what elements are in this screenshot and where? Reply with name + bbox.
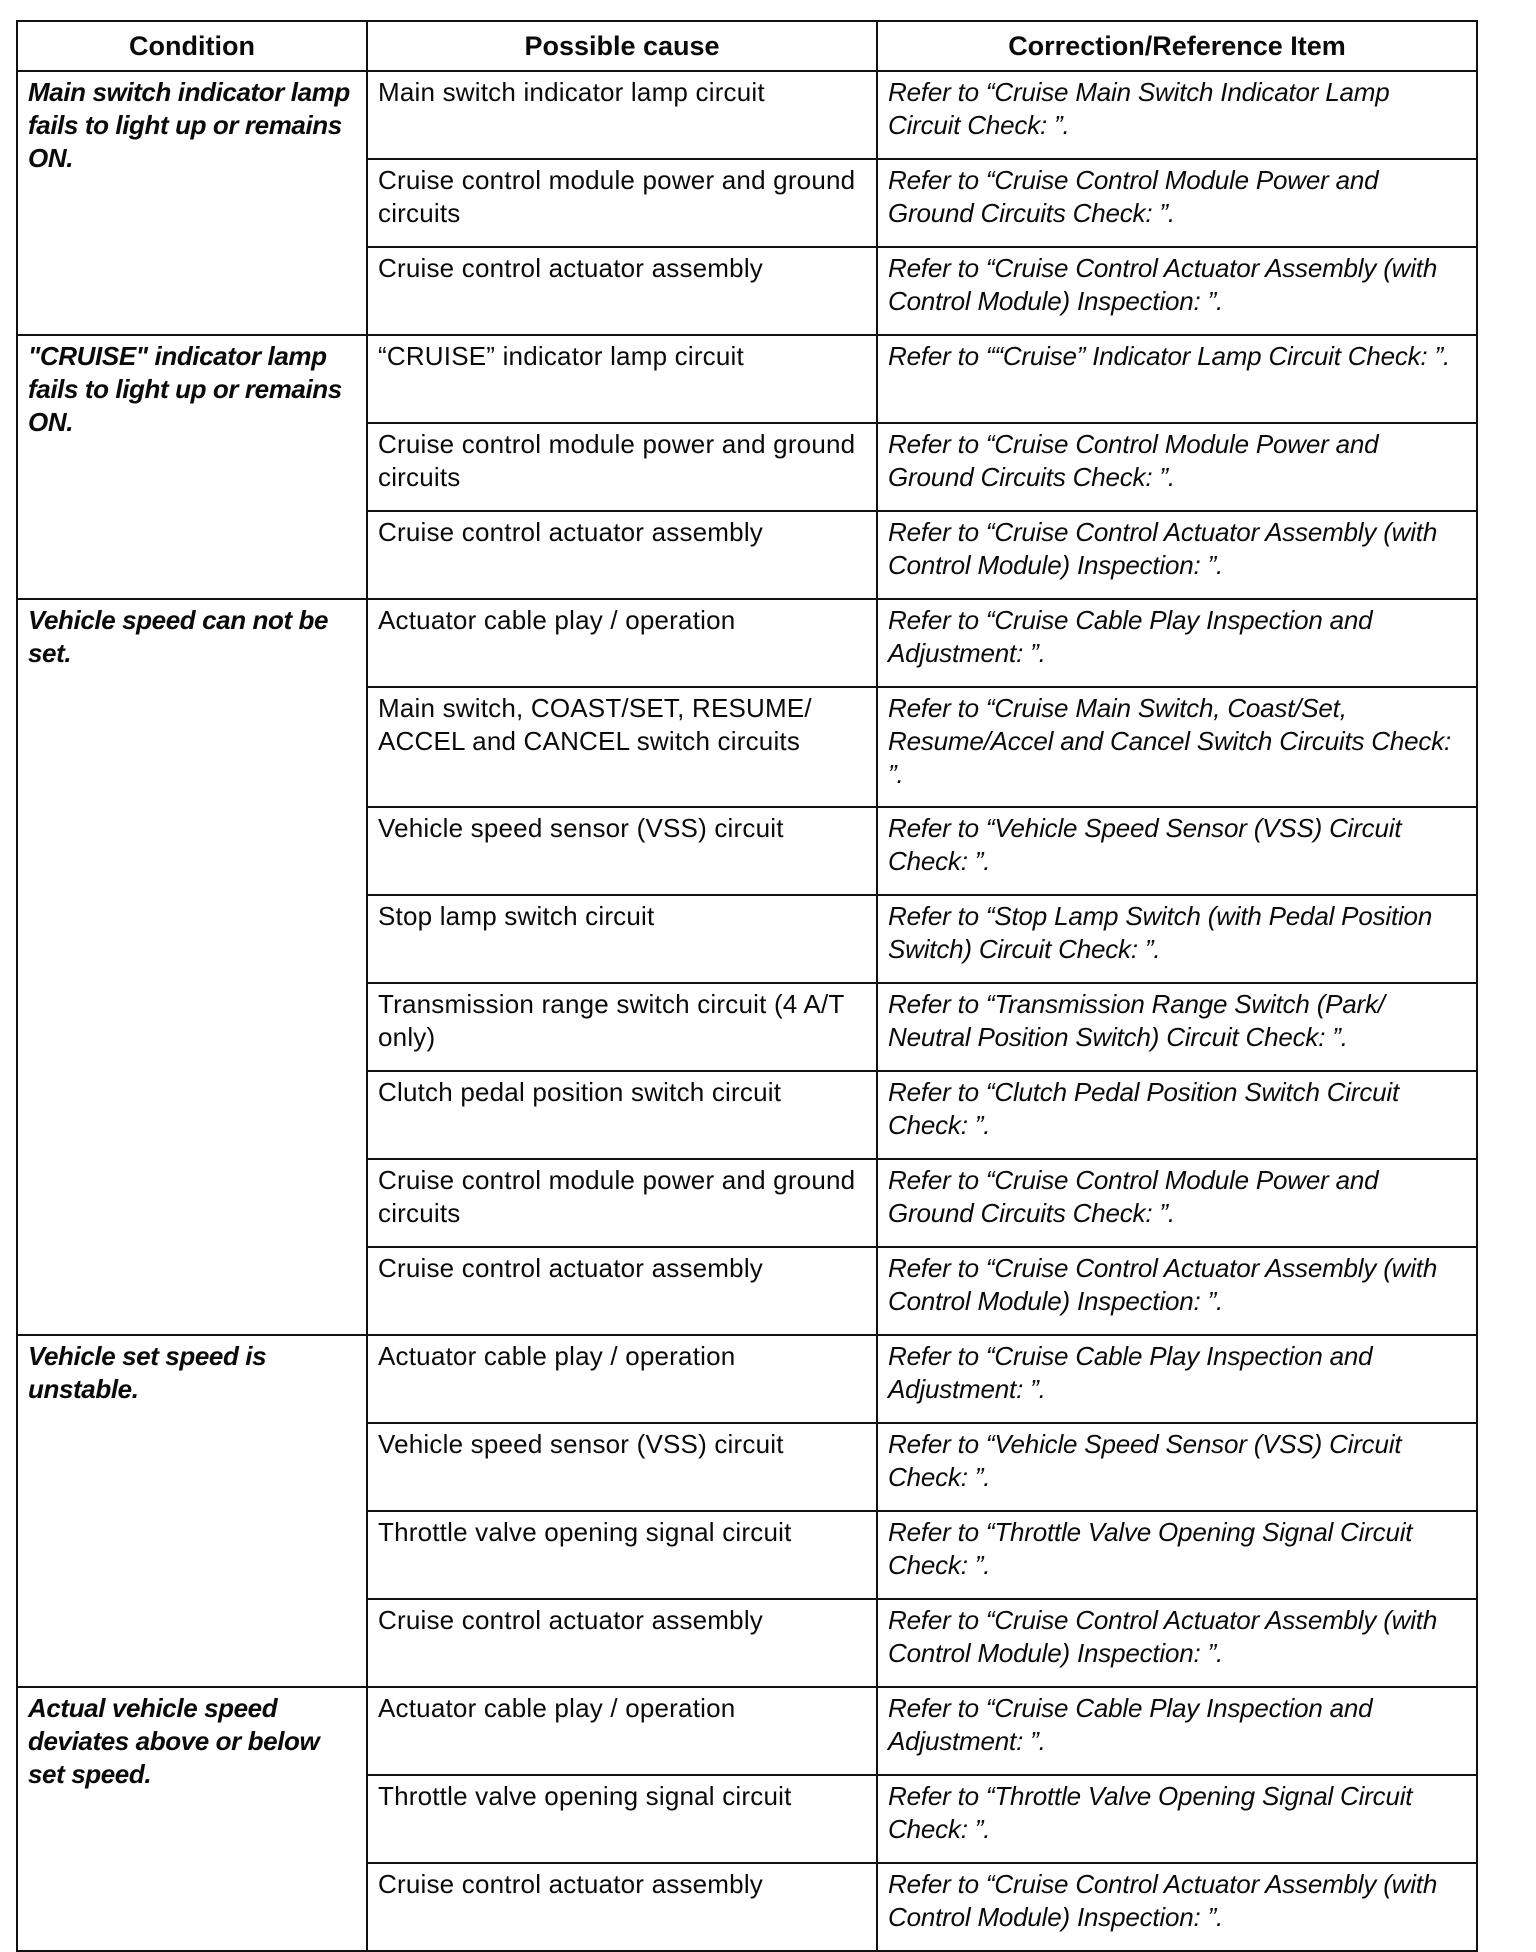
- table-row: [17, 1335, 1477, 1423]
- reference-cell: Refer to “Cruise Main Switch Indicator Lamp Circuit Check: ”.: [877, 71, 1477, 159]
- reference-cell: Refer to “Cruise Cable Play Inspection and Adjustment: ”.: [877, 1335, 1477, 1423]
- reference-cell: Refer to “Throttle Valve Opening Signal Circuit Check: ”.: [877, 1511, 1477, 1599]
- reference-cell: Refer to “Stop Lamp Switch (with Pedal Position Switch) Circuit Check: ”.: [877, 895, 1477, 983]
- cause-cell: Actuator cable play / operation: [367, 599, 877, 687]
- cause-cell: Cruise control actuator assembly: [367, 1863, 877, 1951]
- cause-cell: Cruise control module power and ground circuits: [367, 159, 877, 247]
- condition-cell: Actual vehicle speed deviates above or below set speed.: [17, 1687, 367, 1951]
- cause-cell: Vehicle speed sensor (VSS) circuit: [367, 807, 877, 895]
- table-row: [17, 335, 1477, 423]
- reference-cell: Refer to “Cruise Control Actuator Assembly (with Control Module) Inspection: ”.: [877, 1247, 1477, 1335]
- cause-cell: Cruise control actuator assembly: [367, 1247, 877, 1335]
- reference-cell: Refer to “Cruise Cable Play Inspection and Adjustment: ”.: [877, 1687, 1477, 1775]
- cause-cell: Cruise control actuator assembly: [367, 511, 877, 599]
- table-row: [17, 599, 1477, 687]
- cause-cell: Vehicle speed sensor (VSS) circuit: [367, 1423, 877, 1511]
- reference-cell: Refer to “Clutch Pedal Position Switch Circuit Check: ”.: [877, 1071, 1477, 1159]
- reference-cell: Refer to “Cruise Control Actuator Assembly (with Control Module) Inspection: ”.: [877, 1599, 1477, 1687]
- header-condition: Condition: [17, 21, 367, 71]
- table-row: [17, 71, 1477, 159]
- condition-cell: Vehicle speed can not be set.: [17, 599, 367, 1335]
- header-correction-reference: Correction/Reference Item: [877, 21, 1477, 71]
- reference-cell: Refer to “Cruise Control Module Power and Ground Circuits Check: ”.: [877, 159, 1477, 247]
- reference-cell: Refer to “Vehicle Speed Sensor (VSS) Circuit Check: ”.: [877, 1423, 1477, 1511]
- cause-cell: Main switch indicator lamp circuit: [367, 71, 877, 159]
- cause-cell: Cruise control module power and ground circuits: [367, 1159, 877, 1247]
- cause-cell: Clutch pedal position switch circuit: [367, 1071, 877, 1159]
- reference-cell: Refer to “Cruise Control Actuator Assembly (with Control Module) Inspection: ”.: [877, 247, 1477, 335]
- condition-cell: Main switch indicator lamp fails to light up or remains ON.: [17, 71, 367, 335]
- cause-cell: “CRUISE” indicator lamp circuit: [367, 335, 877, 423]
- table-row: [17, 1687, 1477, 1775]
- cause-cell: Cruise control actuator assembly: [367, 1599, 877, 1687]
- cause-cell: Main switch, COAST/SET, RESUME/ ACCEL and CANCEL switch circuits: [367, 687, 877, 807]
- cause-cell: Throttle valve opening signal circuit: [367, 1775, 877, 1863]
- condition-cell: Vehicle set speed is unstable.: [17, 1335, 367, 1687]
- reference-cell: Refer to “Cruise Control Actuator Assembly (with Control Module) Inspection: ”.: [877, 511, 1477, 599]
- cause-cell: Transmission range switch circuit (4 A/T only): [367, 983, 877, 1071]
- reference-cell: Refer to “Cruise Cable Play Inspection and Adjustment: ”.: [877, 599, 1477, 687]
- condition-cell: "CRUISE" indicator lamp fails to light up or remains ON.: [17, 335, 367, 599]
- cause-cell: Throttle valve opening signal circuit: [367, 1511, 877, 1599]
- reference-cell: Refer to “Cruise Control Module Power and Ground Circuits Check: ”.: [877, 1159, 1477, 1247]
- reference-cell: Refer to “Vehicle Speed Sensor (VSS) Circuit Check: ”.: [877, 807, 1477, 895]
- header-possible-cause: Possible cause: [367, 21, 877, 71]
- cause-cell: Actuator cable play / operation: [367, 1335, 877, 1423]
- reference-cell: Refer to “Transmission Range Switch (Park/ Neutral Position Switch) Circuit Check: ”.: [877, 983, 1477, 1071]
- reference-cell: Refer to “Cruise Control Actuator Assembly (with Control Module) Inspection: ”.: [877, 1863, 1477, 1951]
- troubleshooting-table: [16, 20, 1478, 1952]
- troubleshooting-page: [16, 20, 1476, 1952]
- cause-cell: Cruise control actuator assembly: [367, 247, 877, 335]
- reference-cell: Refer to ““Cruise” Indicator Lamp Circuit Check: ”.: [877, 335, 1477, 423]
- cause-cell: Stop lamp switch circuit: [367, 895, 877, 983]
- reference-cell: Refer to “Cruise Control Module Power and Ground Circuits Check: ”.: [877, 423, 1477, 511]
- cause-cell: Cruise control module power and ground circuits: [367, 423, 877, 511]
- header-row: [17, 21, 1477, 71]
- cause-cell: Actuator cable play / operation: [367, 1687, 877, 1775]
- reference-cell: Refer to “Throttle Valve Opening Signal Circuit Check: ”.: [877, 1775, 1477, 1863]
- reference-cell: Refer to “Cruise Main Switch, Coast/Set, Resume/Accel and Cancel Switch Circuits Check: ”.: [877, 687, 1477, 807]
